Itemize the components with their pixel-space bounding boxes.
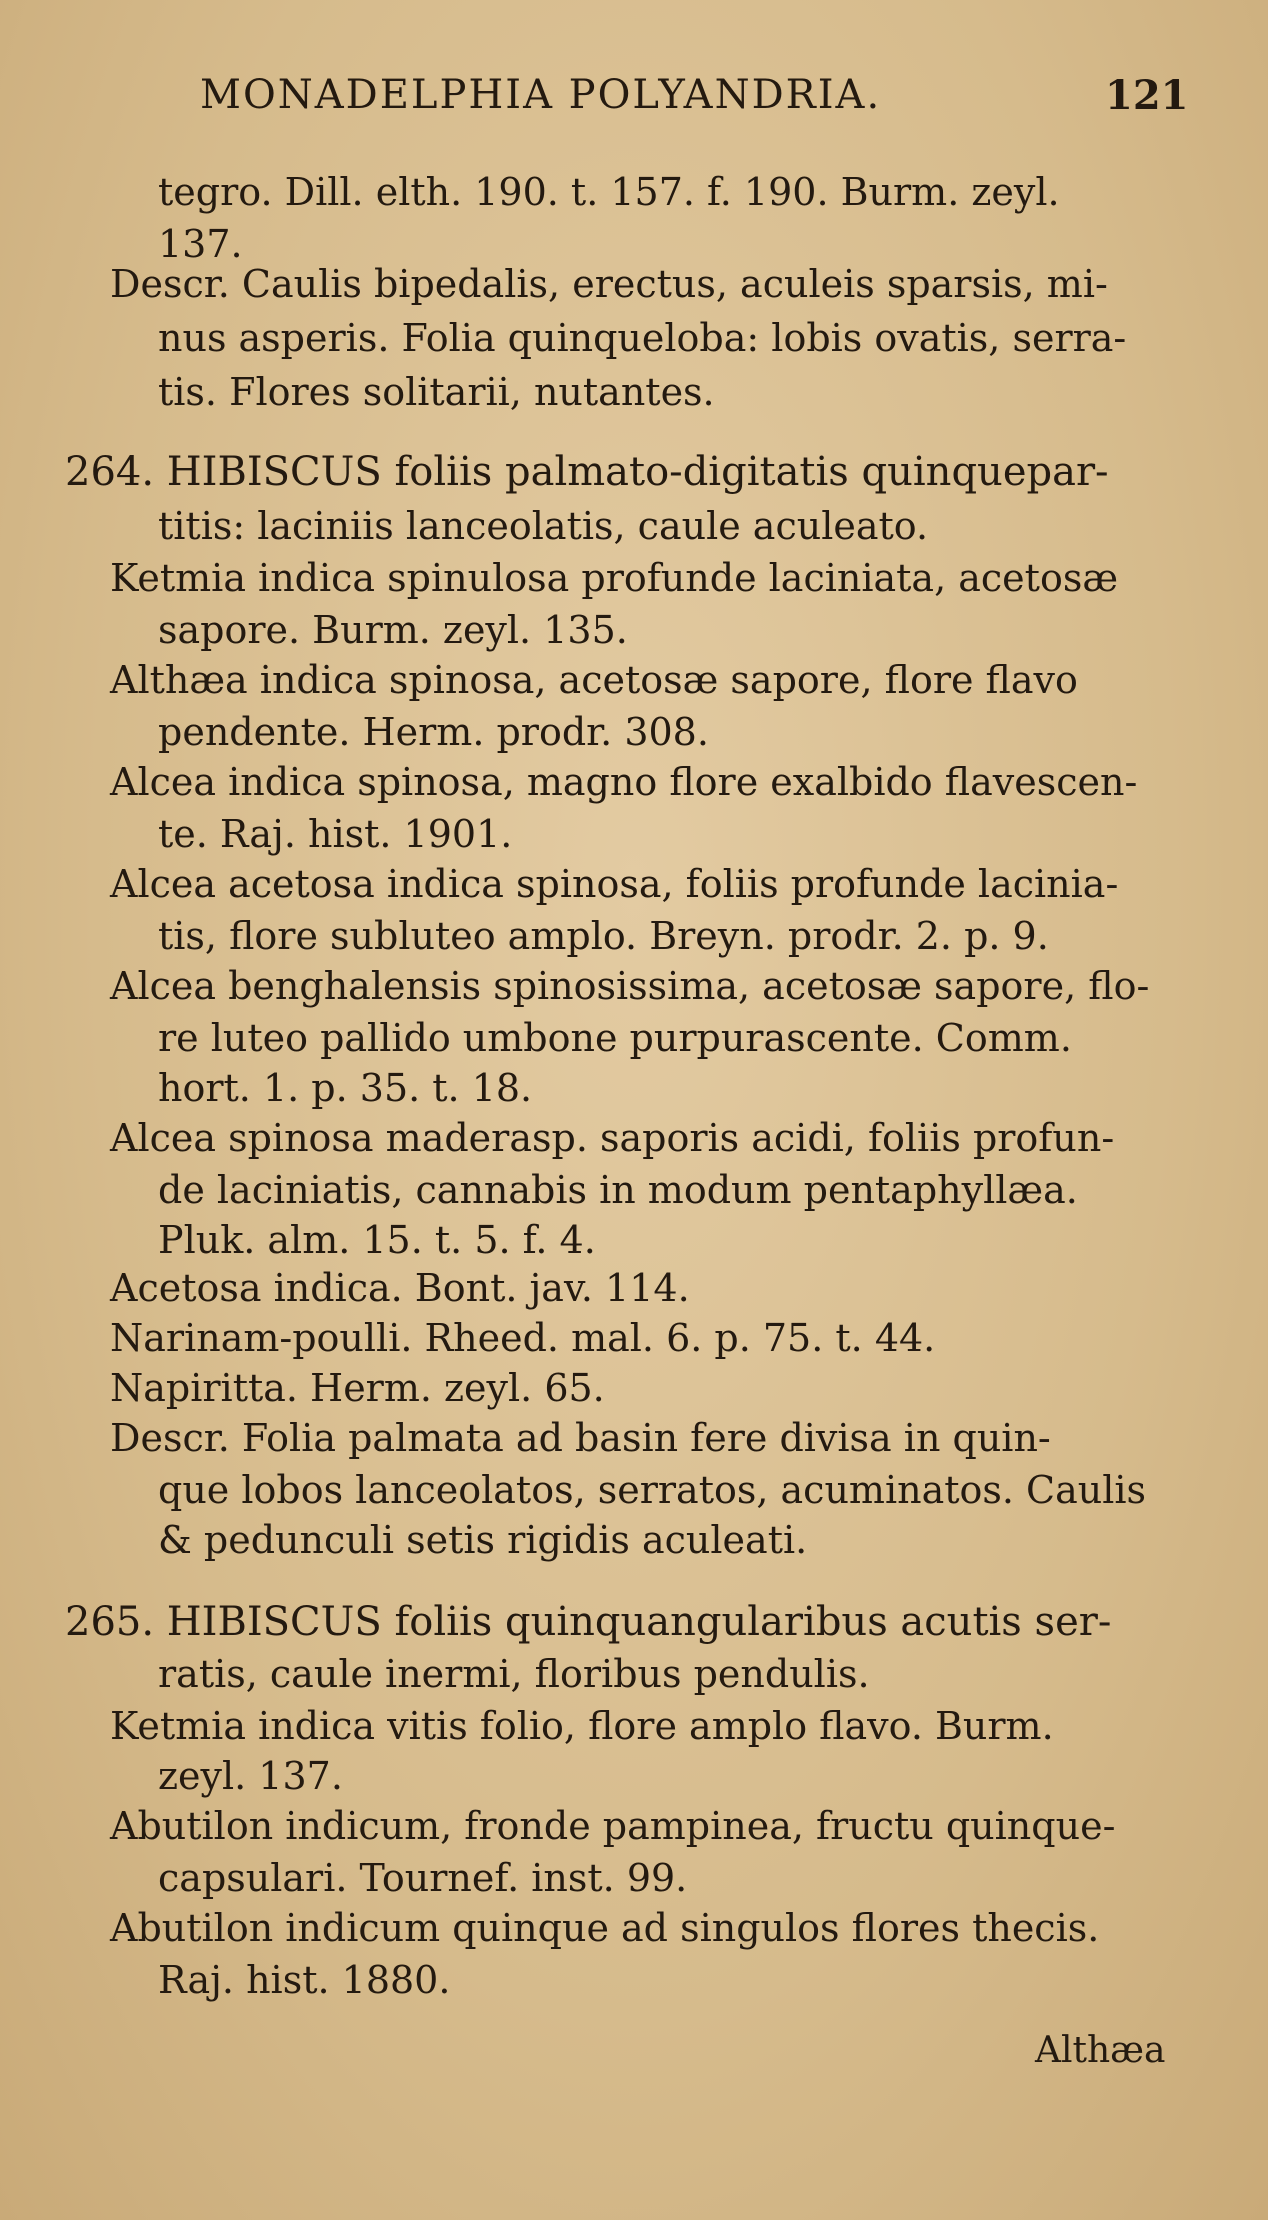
text-line: 137. xyxy=(158,222,243,266)
species-heading-264: 264. HIBISCUS foliis palmato-digitatis quinquepar- xyxy=(65,449,1109,495)
text-line: ratis, caule inermi, floribus pendulis. xyxy=(158,1652,870,1696)
text-line: tis. Flores solitarii, nutantes. xyxy=(158,370,715,414)
synonym-line: Abutilon indicum, fronde pampinea, fructu quinque- xyxy=(110,1804,1116,1848)
synonym-line: Alcea spinosa maderasp. saporis acidi, foliis profun- xyxy=(110,1116,1115,1160)
text-line: hort. 1. p. 35. t. 18. xyxy=(158,1066,533,1110)
catchword: Althæa xyxy=(1035,2030,1166,2071)
text-line: de laciniatis, cannabis in modum pentaphyllæa. xyxy=(158,1168,1078,1212)
text-line: re luteo pallido umbone purpurascente. Comm. xyxy=(158,1016,1072,1060)
synonym-line: Althæa indica spinosa, acetosæ sapore, flore flavo xyxy=(110,658,1078,702)
text-line: nus asperis. Folia quinqueloba: lobis ovatis, serra- xyxy=(158,316,1127,360)
text-line: titis: laciniis lanceolatis, caule aculeato. xyxy=(158,504,929,548)
synonym-line: Ketmia indica vitis folio, flore amplo flavo. Burm. xyxy=(110,1704,1054,1748)
text-line: Pluk. alm. 15. t. 5. f. 4. xyxy=(158,1218,596,1262)
text-line: tis, flore subluteo amplo. Breyn. prodr. 2. p. 9. xyxy=(158,914,1049,958)
text-line: capsulari. Tournef. inst. 99. xyxy=(158,1856,688,1900)
text-line: te. Raj. hist. 1901. xyxy=(158,812,513,856)
text-line: tegro. Dill. elth. 190. t. 157. f. 190. Burm. zeyl. xyxy=(158,170,1060,214)
text-line: zeyl. 137. xyxy=(158,1754,343,1798)
synonym-line: Napiritta. Herm. zeyl. 65. xyxy=(110,1366,605,1410)
synonym-line: Abutilon indicum quinque ad singulos flores thecis. xyxy=(110,1906,1100,1950)
text-line: Descr. Caulis bipedalis, erectus, aculeis sparsis, mi- xyxy=(110,262,1108,306)
synonym-line: Alcea benghalensis spinosissima, acetosæ sapore, flo- xyxy=(110,964,1150,1008)
text-line: Raj. hist. 1880. xyxy=(158,1958,451,2002)
synonym-line: Alcea acetosa indica spinosa, foliis profunde lacinia- xyxy=(110,862,1119,906)
synonym-line: Narinam-poulli. Rheed. mal. 6. p. 75. t. 44. xyxy=(110,1316,936,1360)
description-line: Descr. Folia palmata ad basin fere divisa in quin- xyxy=(110,1416,1051,1460)
synonym-line: Ketmia indica spinulosa profunde laciniata, acetosæ xyxy=(110,556,1119,600)
text-line: sapore. Burm. zeyl. 135. xyxy=(158,608,628,652)
page-number: 121 xyxy=(1105,72,1189,119)
synonym-line: Acetosa indica. Bont. jav. 114. xyxy=(110,1266,690,1310)
running-title: MONADELPHIA POLYANDRIA. xyxy=(200,72,882,118)
text-line: & pedunculi setis rigidis aculeati. xyxy=(158,1518,808,1562)
text-line: pendente. Herm. prodr. 308. xyxy=(158,710,709,754)
species-heading-265: 265. HIBISCUS foliis quinquangularibus acutis ser- xyxy=(65,1599,1112,1645)
text-line: que lobos lanceolatos, serratos, acuminatos. Caulis xyxy=(158,1468,1147,1512)
synonym-line: Alcea indica spinosa, magno flore exalbido flavescen- xyxy=(110,760,1138,804)
